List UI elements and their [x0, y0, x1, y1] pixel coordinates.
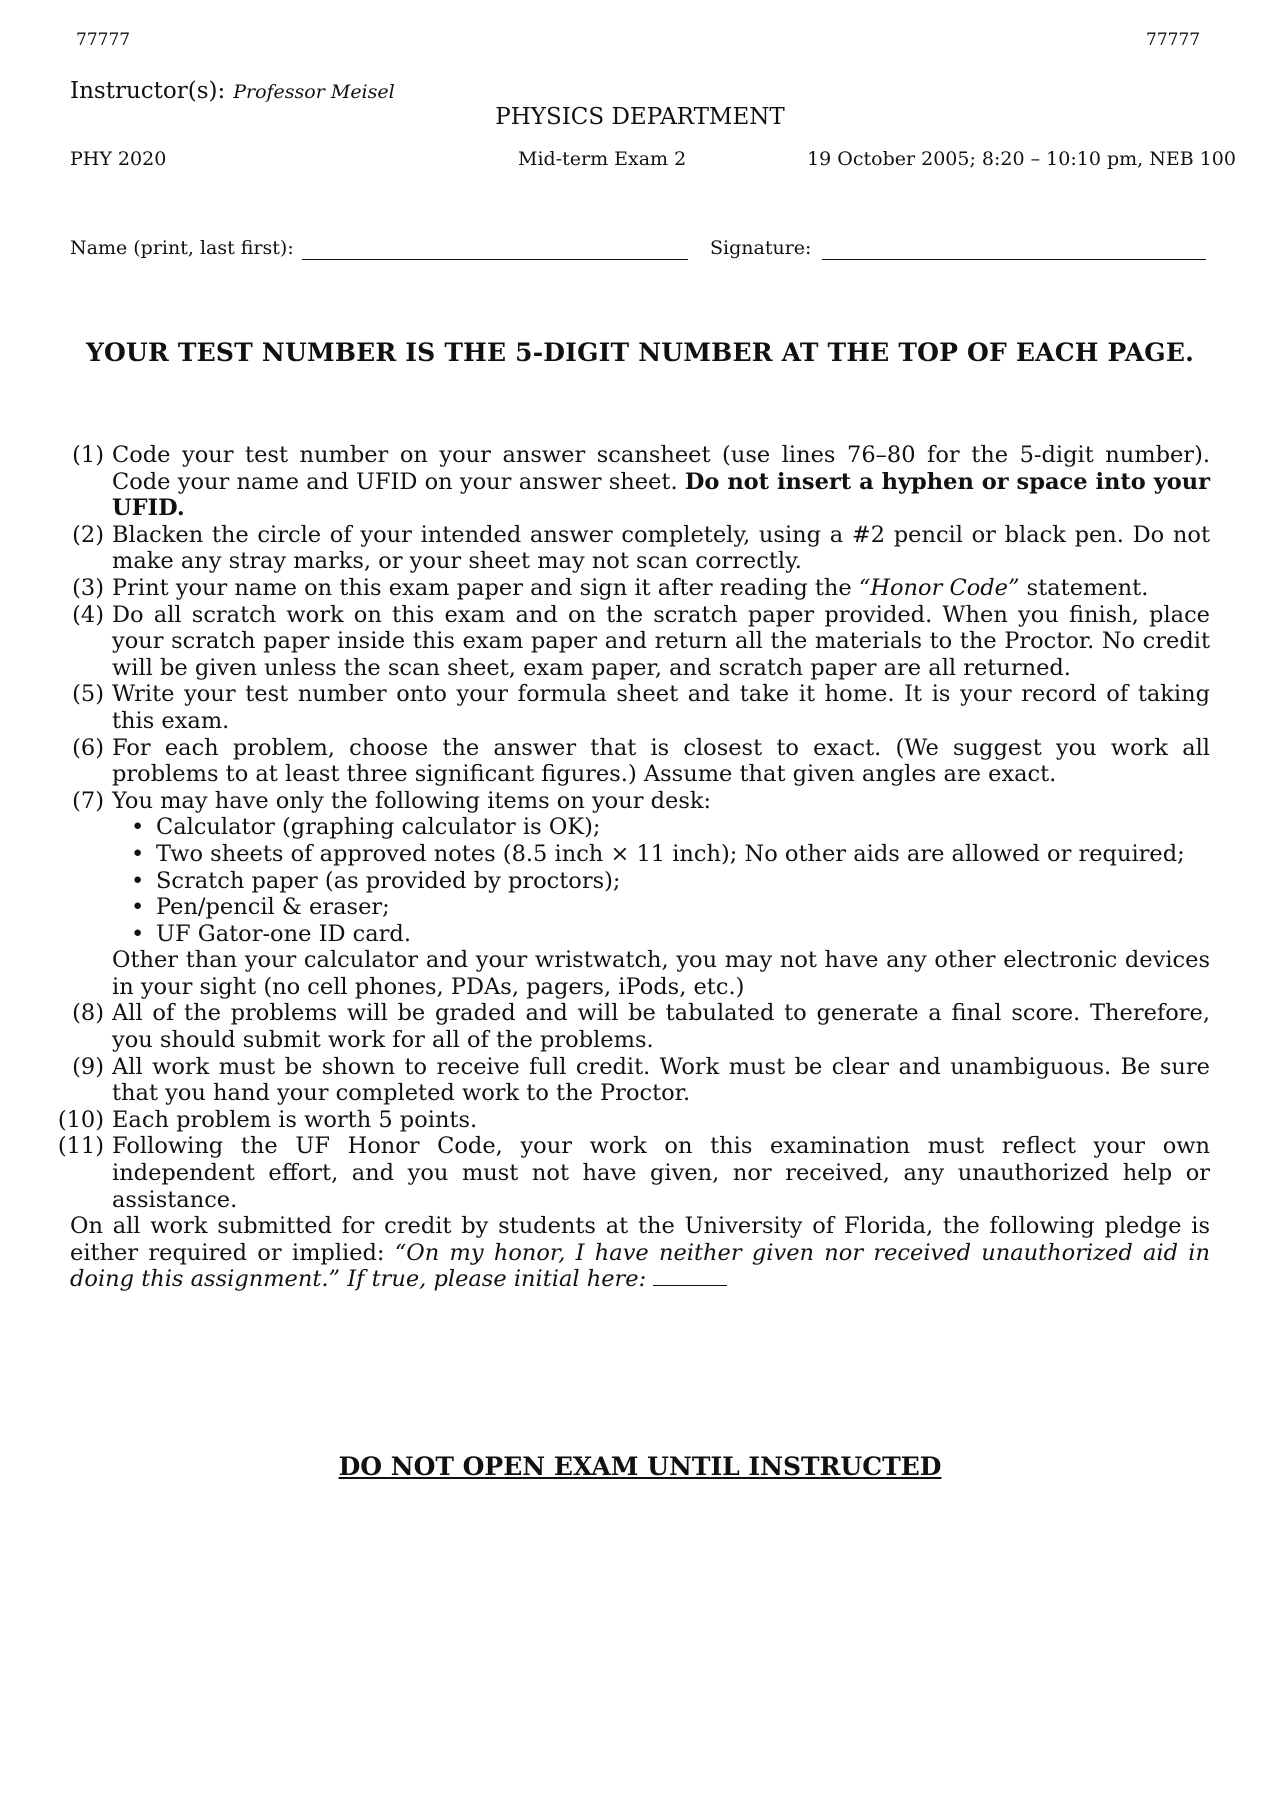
list-item-text: Pen/pencil & eraser;: [156, 894, 390, 921]
instruction-number: (4): [72, 601, 104, 628]
instruction-text: Following the UF Honor Code, your work on this examination must reflect your own independent effort, and you must not have given, nor received, any unauthorized help or assistance.: [112, 1133, 1210, 1213]
instruction-item: [54, 575, 1210, 602]
pledge-quote: “On my honor, I have neither given nor received unauthorized aid in doing this assignment.” If true, please initial here:: [70, 1239, 1210, 1293]
instruction-item: [54, 1054, 1210, 1107]
list-item: [112, 921, 1210, 948]
instruction-text: Code your test number on your answer scansheet (use lines 76–80 for the 5-digit number). Code your name and UFID on your answer sheet.: [112, 442, 1210, 495]
signature-field[interactable]: [822, 237, 1206, 260]
instruction-number: (3): [72, 574, 104, 601]
list-item-text: Scratch paper (as provided by proctors);: [156, 867, 621, 894]
instruction-item: [54, 1133, 1210, 1213]
instruction-number: (11): [57, 1133, 104, 1160]
test-number-right: 77777: [1146, 30, 1201, 50]
instruction-number: (5): [72, 681, 104, 708]
bullet-icon: •: [131, 867, 145, 894]
instruction-text: Blacken the circle of your intended answer completely, using a #2 pencil or black pen. Do not make any stray marks, or your sheet may not scan correctly.: [112, 521, 1210, 575]
department-title: PHYSICS DEPARTMENT: [495, 104, 785, 130]
electronic-devices-note: Other than your calculator and your wristwatch, you may not have any other electronic devices in your sight (no cell phones, PDAs, pagers, iPods, etc.): [112, 947, 1210, 1000]
instructor-name: Professor Meisel: [233, 81, 395, 103]
exam-title: Mid-term Exam 2: [518, 148, 687, 170]
list-item: [112, 841, 1210, 868]
name-field[interactable]: [302, 237, 688, 260]
honor-pledge: [54, 1213, 1210, 1293]
instruction-number: (2): [72, 521, 104, 548]
list-item-text: UF Gator-one ID card.: [156, 920, 411, 947]
instruction-number: (9): [72, 1053, 104, 1080]
instruction-bold-text: Do not insert a hyphen or space into your UFID.: [112, 468, 1211, 522]
name-label: Name (print, last first):: [70, 237, 294, 259]
list-item: [112, 894, 1210, 921]
bullet-icon: •: [131, 920, 145, 947]
instruction-text: Each problem is worth 5 points.: [112, 1106, 478, 1133]
bullet-icon: •: [131, 894, 145, 921]
do-not-open-notice: DO NOT OPEN EXAM UNTIL INSTRUCTED: [338, 1452, 942, 1481]
instruction-item: [54, 442, 1210, 522]
instruction-number: (6): [72, 734, 104, 761]
instruction-number: (8): [72, 1000, 104, 1027]
instruction-text: For each problem, choose the answer that is closest to exact. (We suggest you work all problems to at least three significant figures.) Assume that given angles are exact.: [112, 734, 1210, 788]
instruction-number: (10): [57, 1106, 104, 1133]
instruction-text-end: statement.: [1019, 574, 1149, 601]
list-item-text: Calculator (graphing calculator is OK);: [156, 814, 601, 841]
instruction-text: You may have only the following items on your desk:: [112, 787, 712, 814]
instruction-text: All of the problems will be graded and will be tabulated to generate a final score. Therefore, you should submit work for all of the problems.: [112, 1000, 1210, 1054]
pledge-intro: On all work submitted for credit by students at the University of Florida, the following pledge is either required or implied:: [70, 1213, 1210, 1266]
instruction-text: Write your test number onto your formula sheet and take it home. It is your record of taking this exam.: [112, 681, 1210, 734]
instructor-label: Instructor(s):: [70, 78, 226, 104]
test-number-left: 77777: [76, 30, 131, 50]
list-item: [112, 868, 1210, 895]
instruction-text: All work must be shown to receive full credit. Work must be clear and unambiguous. Be sure that you hand your completed work to the Proctor.: [112, 1053, 1210, 1107]
signature-label: Signature:: [710, 237, 812, 259]
bullet-icon: •: [131, 814, 145, 841]
test-number-banner: YOUR TEST NUMBER IS THE 5-DIGIT NUMBER AT THE TOP OF EACH PAGE.: [85, 338, 1195, 367]
honor-code-term: “Honor Code”: [858, 574, 1020, 601]
list-item-text: Two sheets of approved notes (8.5 inch × 11 inch); No other aids are allowed or required;: [156, 840, 1185, 867]
instruction-item: [54, 788, 1210, 1001]
instruction-item: [54, 522, 1210, 575]
instruction-item: [54, 1000, 1210, 1053]
instructor-line: [70, 78, 395, 104]
instruction-number: (7): [72, 787, 104, 814]
course-code: PHY 2020: [70, 148, 167, 170]
instruction-text: Do all scratch work on this exam and on the scratch paper provided. When you finish, place your scratch paper inside this exam paper and return all the materials to the Proctor. No credit will be given unless the scan sheet, exam paper, and scratch paper are all returned.: [112, 601, 1210, 681]
instruction-number: (1): [72, 442, 104, 468]
instruction-item: [54, 735, 1210, 788]
initial-field[interactable]: [653, 1267, 727, 1286]
list-item: [112, 814, 1210, 841]
exam-date: 19 October 2005; 8:20 – 10:10 pm, NEB 100: [807, 148, 1236, 170]
instruction-text: Print your name on this exam paper and sign it after reading the: [112, 574, 859, 601]
name-signature-line: [70, 237, 1236, 267]
instructions-list: [54, 442, 1210, 1293]
instruction-item: [54, 681, 1210, 734]
bullet-icon: •: [131, 840, 145, 867]
course-info-line: [70, 148, 1236, 174]
allowed-items-list: [112, 814, 1210, 947]
instruction-item: [54, 1107, 1210, 1134]
instruction-item: [54, 602, 1210, 682]
